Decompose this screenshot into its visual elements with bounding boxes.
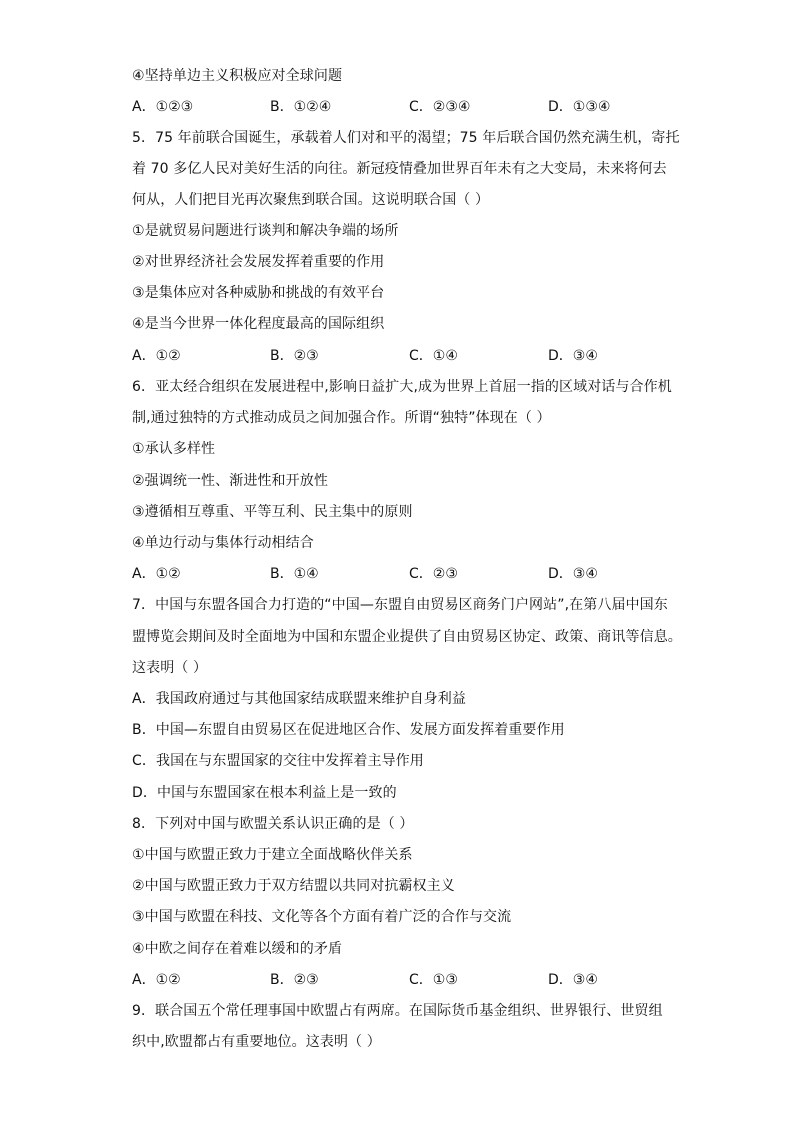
q8-option-a: A．①② bbox=[132, 972, 181, 988]
q7-stem-line-2: 盟博览会期间及时全面地为中国和东盟企业提供了自由贸易区协定、政策、商讯等信息。 bbox=[132, 629, 682, 645]
q9-stem-line-2: 织中,欧盟都占有重要地位。这表明（ ） bbox=[132, 1034, 381, 1050]
q5-item-2: ②对世界经济社会发展发挥着重要的作用 bbox=[132, 254, 385, 270]
q8-item-4: ④中欧之间存在着难以缓和的矛盾 bbox=[132, 941, 343, 957]
q5-item-1: ①是就贸易问题进行谈判和解决争端的场所 bbox=[132, 223, 399, 239]
q4-item-4: ④坚持单边主义积极应对全球问题 bbox=[132, 68, 343, 84]
q5-options bbox=[132, 346, 692, 366]
q7-choice-c: C．我国在与东盟国家的交往中发挥着主导作用 bbox=[132, 753, 424, 769]
q4-option-a: A．①②③ bbox=[132, 99, 194, 115]
q6-item-3: ③遵循相互尊重、平等互利、民主集中的原则 bbox=[132, 504, 413, 520]
q7-choice-b: B．中国—东盟自由贸易区在促进地区合作、发展方面发挥着重要作用 bbox=[132, 722, 565, 738]
q5-stem-line-3: 何从，人们把目光再次聚焦到联合国。这说明联合国（ ） bbox=[132, 192, 490, 208]
q5-item-3: ③是集体应对各种威胁和挑战的有效平台 bbox=[132, 285, 385, 301]
q5-option-a: A．①② bbox=[132, 348, 181, 364]
q8-item-3: ③中国与欧盟在科技、文化等各个方面有着广泛的合作与交流 bbox=[132, 909, 512, 925]
q6-option-c: C．②③ bbox=[409, 566, 458, 582]
q7-stem-line-1: 7．中国与东盟各国合力打造的“中国—东盟自由贸易区商务门户网站”,在第八届中国东 bbox=[132, 597, 668, 613]
q8-item-2: ②中国与欧盟正致力于双方结盟以共同对抗霸权主义 bbox=[132, 878, 455, 894]
q6-options bbox=[132, 564, 692, 584]
q6-option-d: D．③④ bbox=[548, 566, 598, 582]
q5-stem-line-2: 着 70 多亿人民对美好生活的向往。新冠疫情叠加世界百年未有之大变局，未来将何去 bbox=[132, 161, 667, 177]
q8-options bbox=[132, 970, 692, 990]
q7-choice-d: D．中国与东盟国家在根本利益上是一致的 bbox=[132, 785, 397, 801]
q4-option-d: D．①③④ bbox=[548, 99, 611, 115]
q5-stem-line-1: 5．75 年前联合国诞生，承载着人们对和平的渴望；75 年后联合国仍然充满生机，寄托 bbox=[132, 130, 680, 146]
q6-stem-line-2: 制,通过独特的方式推动成员之间加强合作。所谓“独特”体现在（ ） bbox=[132, 410, 551, 426]
q5-option-d: D．③④ bbox=[548, 348, 598, 364]
q6-item-1: ①承认多样性 bbox=[132, 441, 216, 457]
q6-option-a: A．①② bbox=[132, 566, 181, 582]
q6-stem-line-1: 6．亚太经合组织在发展进程中,影响日益扩大,成为世界上首屈一指的区域对话与合作机 bbox=[132, 379, 672, 395]
q7-stem-line-3: 这表明（ ） bbox=[132, 660, 208, 676]
q7-choice-a: A．我国政府通过与其他国家结成联盟来维护自身利益 bbox=[132, 691, 466, 707]
q5-item-4: ④是当今世界一体化程度最高的国际组织 bbox=[132, 316, 385, 332]
q8-item-1: ①中国与欧盟正致力于建立全面战略伙伴关系 bbox=[132, 847, 413, 863]
q5-option-c: C．①④ bbox=[409, 348, 458, 364]
q6-item-4: ④单边行动与集体行动相结合 bbox=[132, 535, 314, 551]
q5-option-b: B．②③ bbox=[270, 348, 319, 364]
q8-stem-line-1: 8．下列对中国与欧盟关系认识正确的是（ ） bbox=[132, 816, 414, 832]
q8-option-b: B．②③ bbox=[270, 972, 319, 988]
q6-option-b: B．①④ bbox=[270, 566, 319, 582]
q4-options bbox=[132, 97, 692, 117]
q4-option-b: B．①②④ bbox=[270, 99, 332, 115]
q6-item-2: ②强调统一性、渐进性和开放性 bbox=[132, 473, 328, 489]
q9-stem-line-1: 9．联合国五个常任理事国中欧盟占有两席。在国际货币基金组织、世界银行、世贸组 bbox=[132, 1003, 663, 1019]
q4-option-c: C．②③④ bbox=[409, 99, 471, 115]
q8-option-c: C．①③ bbox=[409, 972, 458, 988]
q8-option-d: D．③④ bbox=[548, 972, 598, 988]
